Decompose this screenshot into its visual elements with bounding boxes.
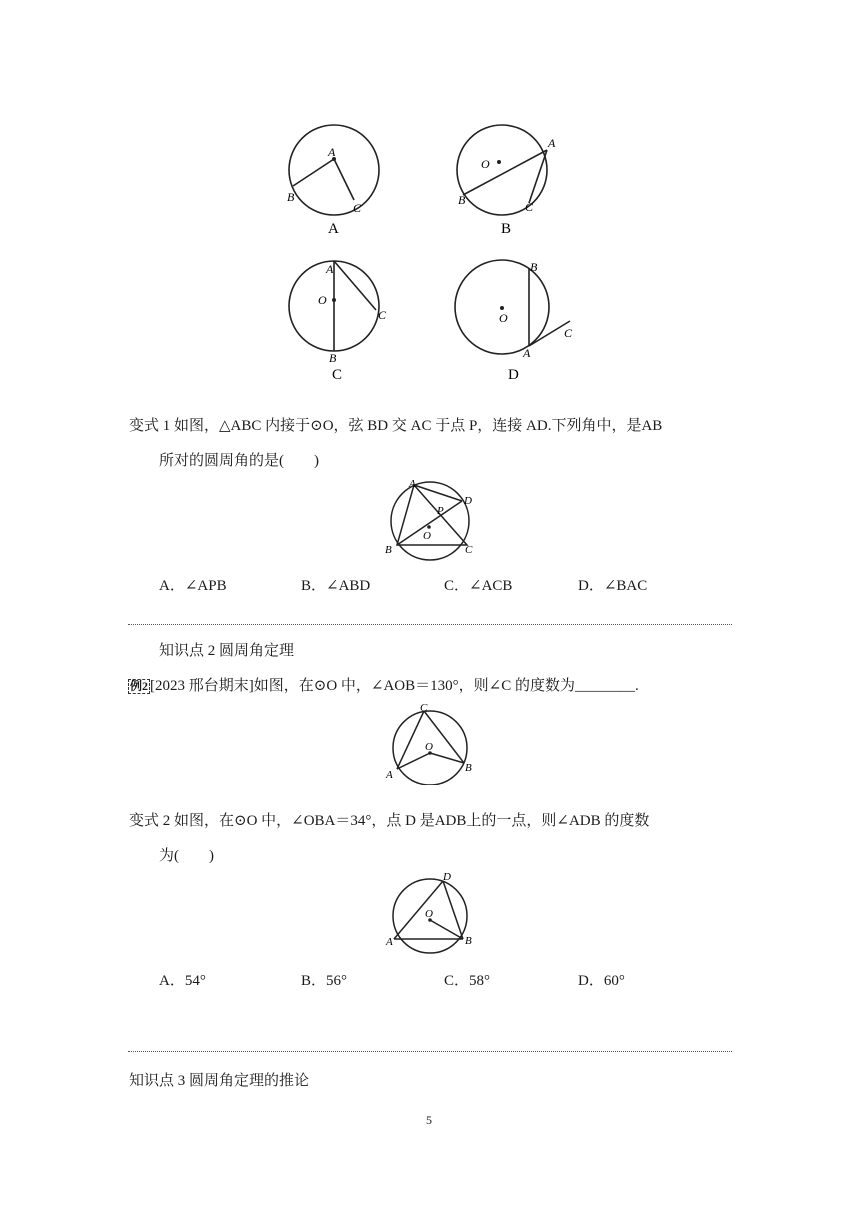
figure-b bbox=[457, 125, 556, 215]
variant2-option-a[interactable]: A．54° bbox=[159, 973, 206, 989]
var1-label-o: O bbox=[423, 530, 431, 542]
section-divider bbox=[128, 624, 732, 625]
variant1-option-b[interactable]: B．∠ABD bbox=[301, 578, 371, 594]
section2-title: 知识点 2 圆周角定理 bbox=[159, 643, 295, 659]
option-figures bbox=[270, 100, 610, 390]
variant2-line1: 变式 2 如图，在⊙O 中，∠OBA＝34°，点 D 是ADB上的一点，则∠ADB 的度数 bbox=[129, 813, 650, 829]
figure-c bbox=[289, 261, 387, 365]
variant1-line1: 变式 1 如图，△ABC 内接于⊙O，弦 BD 交 AC 于点 P，连接 AD.下列角中，是AB bbox=[129, 418, 663, 434]
var1-label-a: A bbox=[409, 478, 416, 490]
variant2-figure bbox=[380, 868, 480, 954]
figure-label-d: D bbox=[508, 367, 519, 383]
variant1-option-a[interactable]: A．∠APB bbox=[159, 578, 227, 594]
figure-label-b: B bbox=[501, 221, 512, 237]
var2-label-b: B bbox=[465, 935, 472, 947]
fig-a-label-b: B bbox=[287, 190, 295, 204]
var1-label-p: P bbox=[437, 505, 444, 517]
variant2-option-c[interactable]: C．58° bbox=[444, 973, 491, 989]
example-badge: 例2 bbox=[130, 679, 149, 693]
fig-c-label-o: O bbox=[318, 293, 327, 307]
var2-label-a: A bbox=[386, 936, 393, 948]
figure-label-a: A bbox=[328, 221, 339, 237]
fig-b-label-a: A bbox=[548, 136, 556, 150]
section-divider-2 bbox=[128, 1051, 732, 1052]
fig-a-label-a: A bbox=[328, 145, 336, 159]
example2-text: [2023 邢台期末]如图，在⊙O 中，∠AOB＝130°，则∠C 的度数为________. bbox=[150, 678, 639, 694]
var1-label-d: D bbox=[464, 495, 472, 507]
fig-d-label-b: B bbox=[530, 260, 538, 274]
page-number: 5 bbox=[426, 1113, 432, 1127]
var1-label-c: C bbox=[465, 544, 473, 556]
fig-a-label-c: C bbox=[353, 201, 362, 215]
fig-b-label-o: O bbox=[481, 157, 490, 171]
variant2-option-d[interactable]: D．60° bbox=[578, 973, 625, 989]
ex2-label-o: O bbox=[425, 741, 433, 753]
variant1-line2: 所对的圆周角的是( ) bbox=[159, 453, 319, 469]
fig-c-label-c: C bbox=[378, 308, 387, 322]
fig-b-label-b: B bbox=[458, 193, 466, 207]
figure-a bbox=[287, 125, 379, 215]
variant1-option-c[interactable]: C．∠ACB bbox=[444, 578, 513, 594]
variant2-line2: 为( ) bbox=[159, 848, 214, 864]
var2-label-d: D bbox=[443, 871, 451, 883]
fig-c-label-a: A bbox=[326, 262, 334, 276]
ex2-label-c: C bbox=[420, 702, 428, 714]
fig-c-label-b: B bbox=[329, 351, 337, 365]
var1-label-b: B bbox=[385, 544, 392, 556]
fig-d-label-a: A bbox=[523, 346, 531, 360]
fig-b-label-c: C bbox=[525, 200, 534, 214]
var2-label-o: O bbox=[425, 908, 433, 920]
variant1-option-d[interactable]: D．∠BAC bbox=[578, 578, 648, 594]
section3-title: 知识点 3 圆周角定理的推论 bbox=[129, 1073, 310, 1089]
variant1-figure bbox=[380, 476, 490, 562]
ex2-label-b: B bbox=[465, 762, 472, 774]
figure-label-c: C bbox=[332, 367, 343, 383]
fig-d-label-o: O bbox=[499, 311, 508, 325]
example2 bbox=[128, 676, 639, 696]
example2-figure bbox=[380, 701, 480, 785]
variant2-option-b[interactable]: B．56° bbox=[301, 973, 348, 989]
ex2-label-a: A bbox=[386, 769, 393, 781]
figure-d bbox=[455, 260, 573, 360]
fig-d-label-c: C bbox=[564, 326, 573, 340]
